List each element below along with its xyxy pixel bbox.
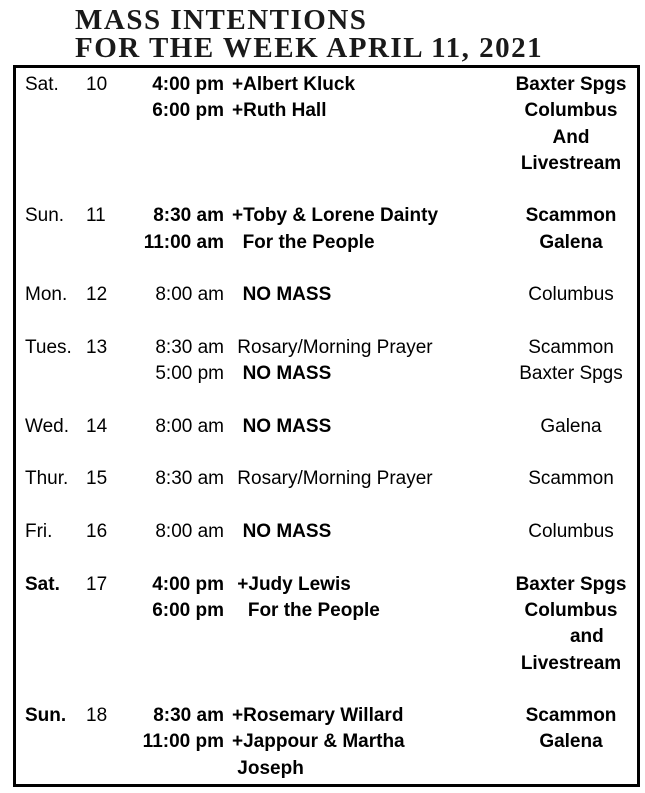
location-cell: Galena [539,731,603,753]
day-cell: Mon. [25,284,68,306]
date-cell: 15 [86,468,108,490]
time-cell: 11:00 am [143,231,224,253]
intention-cell: +Toby & Lorene Dainty [232,205,439,227]
schedule-row [16,203,637,256]
schedule-row [16,466,637,492]
location-cell: Galena [539,231,603,253]
intention-cell: +Jappour & Martha [232,731,405,753]
time-cell: 8:30 am [153,205,224,227]
location-cell: Livestream [520,152,622,174]
date-cell: 13 [86,336,108,358]
day-cell: Wed. [25,415,70,437]
location-cell: Scammon [528,336,614,358]
title-line-2: FOR THE WEEK APRIL 11, 2021 [75,32,544,64]
location-cell: Livestream [520,652,622,674]
day-cell: Sat. [25,74,59,95]
schedule-row [16,335,637,388]
schedule-row [16,282,637,308]
day-cell: Tues. [25,336,72,358]
time-cell: 8:30 am [153,705,224,727]
intention-cell: For the People [232,599,380,621]
intention-cell: NO MASS [232,284,332,306]
day-cell: Thur. [25,468,69,490]
schedule-row [16,572,637,677]
time-cell: 8:00 am [155,284,224,306]
date-cell: 10 [86,74,108,95]
schedule-row [16,414,637,440]
page-title [75,6,645,62]
time-cell: 6:00 pm [152,100,224,122]
time-cell: 8:00 am [155,521,224,543]
location-cell: Columbus [528,284,614,306]
location-cell: And [552,126,590,148]
intention-cell: +Albert Kluck [232,74,356,95]
intention-cell: Joseph [232,757,304,779]
intention-cell: Rosary/Morning Prayer [232,336,433,358]
time-cell: 8:30 am [155,468,224,490]
intention-cell: +Judy Lewis [232,573,351,595]
schedule-table [13,65,640,787]
title-line-1: MASS INTENTIONS [75,4,368,36]
intention-cell: NO MASS [232,521,332,543]
intention-cell: NO MASS [232,415,332,437]
day-cell: Sun. [25,205,65,227]
location-cell: Baxter Spgs [515,74,627,95]
location-cell: Scammon [525,705,617,727]
location-cell: Scammon [525,205,617,227]
location-cell: Columbus [528,521,614,543]
time-cell: 4:00 pm [152,74,224,95]
date-cell: 14 [86,415,108,437]
location-cell: Scammon [528,468,614,490]
location-cell: Columbus [524,599,618,621]
day-cell: Sat. [25,573,60,595]
date-cell: 12 [86,284,108,306]
schedule-row [16,703,637,782]
intention-cell: NO MASS [232,363,332,385]
intention-cell: +Rosemary Willard [232,705,404,727]
date-cell: 18 [86,705,108,727]
time-cell: 8:00 am [155,415,224,437]
intention-cell: For the People [232,231,375,253]
bulletin-page [0,6,645,793]
date-cell: 16 [86,521,108,543]
date-cell: 17 [86,573,108,595]
time-cell: 5:00 pm [155,363,224,385]
intention-cell: +Ruth Hall [232,100,327,122]
location-cell: Columbus [524,100,618,122]
time-cell: 6:00 pm [152,599,224,621]
time-cell: 4:00 pm [152,573,224,595]
location-cell: Baxter Spgs [519,363,623,385]
time-cell: 8:30 am [155,336,224,358]
location-cell: and [538,626,604,648]
intention-cell: Rosary/Morning Prayer [232,468,433,490]
schedule-row [16,519,637,545]
schedule-row [16,72,637,177]
location-cell: Galena [540,415,602,437]
day-cell: Fri. [25,521,53,543]
time-cell: 11:00 pm [142,731,224,753]
date-cell: 11 [86,205,106,227]
location-cell: Baxter Spgs [515,573,627,595]
day-cell: Sun. [25,705,67,727]
